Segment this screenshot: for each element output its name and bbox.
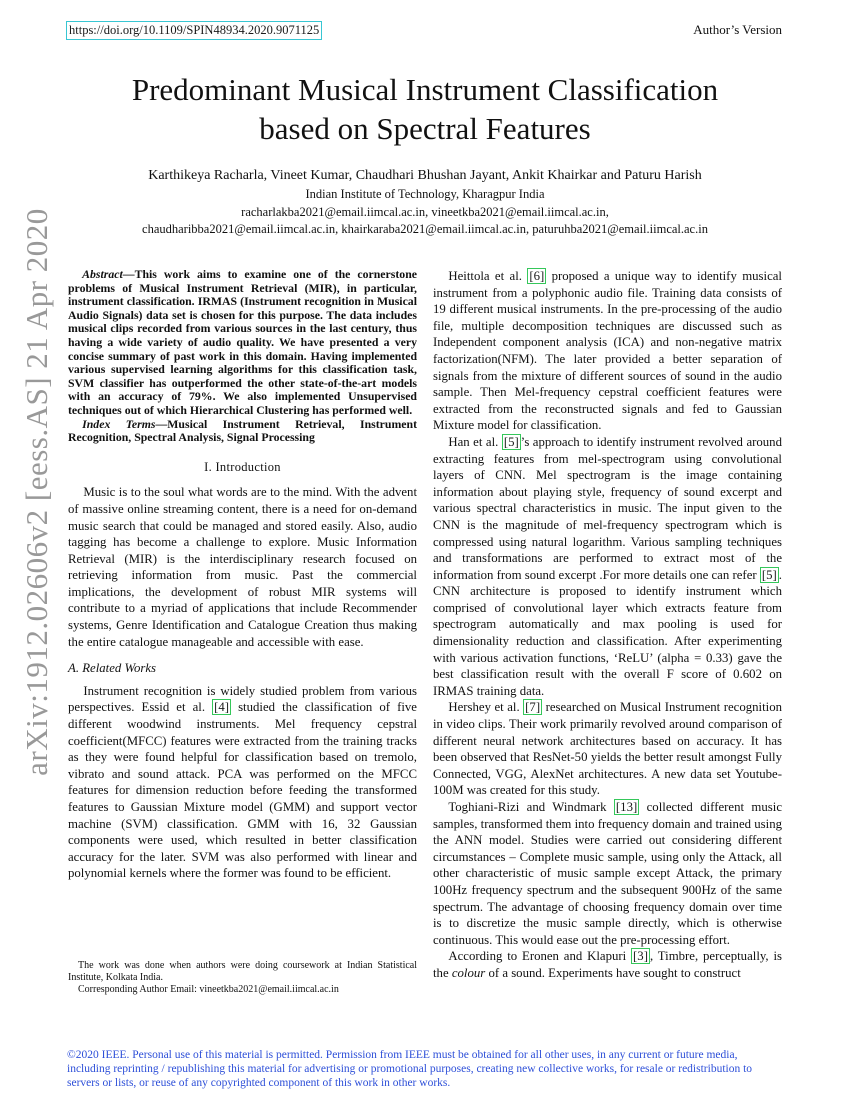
text-run: According to Eronen and Klapuri — [448, 949, 632, 964]
author-emails-line-2: chaudharibba2021@email.iimcal.ac.in, khairkaraba2021@email.iimcal.ac.in, paturuhba2021@email.iimcal.ac.in — [142, 222, 708, 236]
text-run: . CNN architecture is proposed to identify instrument which comprised of convolutional layer which extracts feature from spectrogram automatically and max pooling is used for dimensionality reduction and classification. After experimenting with various activation functions, ‘ReLU’ (alpha = 0.33) gave the best classification result with the overall F score of 0.602 on IRMAS training data. — [433, 567, 782, 698]
citation-link[interactable]: [5] — [503, 434, 519, 449]
author-emails-line-1: racharlakba2021@email.iimcal.ac.in, vineetkba2021@email.iimcal.ac.in, — [241, 205, 609, 219]
body-paragraph — [433, 434, 782, 700]
citation-link[interactable]: [7] — [525, 700, 541, 715]
text-run: Heittola et al. — [448, 269, 528, 283]
text-run: Toghiani-Rizi and Windmark — [448, 800, 614, 814]
text-run: Instrument recognition is widely studied problem from various perspectives. Essid et al. — [68, 683, 417, 715]
index-terms — [68, 418, 417, 445]
text-run: ’s approach to identify instrument revolved around extracting features from mel-spectrogram using convolutional layers of CNN. Mel spectrogram is the image containing information about playing style, frequency of sound excerpt and various spectral characteristics in music. The input given to the CNN is the magnitude of mel-frequency spectrogram which is compressed using natural logarithm. Various sampling techniques and transformations are performed to extract most of the information from sound excerpt .For more details one can refer — [433, 434, 782, 582]
right-column — [433, 268, 782, 982]
copyright-notice: ©2020 IEEE. Personal use of this material is permitted. Permission from IEEE must be obtained for all other uses, in any current or future media, including reprinting / republishing this material for advertising or promotional purposes, creating new collective works, for resale or redistribution to servers or lists, or reuse of any copyrighted component of this work in other works. — [67, 1049, 753, 1090]
body-paragraph — [433, 799, 782, 948]
body-paragraph — [433, 948, 782, 981]
citation-link[interactable]: [5] — [761, 567, 777, 582]
citation-link[interactable]: [6] — [529, 269, 545, 283]
citation-link[interactable]: [13] — [615, 800, 638, 814]
text-run: Han et al. — [448, 434, 502, 449]
version-label: Author’s Version — [693, 22, 782, 37]
footnote-2: Corresponding Author Email: vineetkba2021@email.iimcal.ac.in — [78, 984, 339, 995]
text-run-italic: colour — [451, 965, 486, 980]
body-paragraph — [433, 268, 782, 434]
index-terms-text: —Musical Instrument Retrieval, Instrument Recognition, Spectral Analysis, Signal Processing — [68, 416, 417, 445]
paper-title — [0, 70, 850, 148]
text-run: , Timbre, perceptually, is the — [433, 949, 783, 980]
footnotes — [68, 960, 417, 996]
author-list: Karthikeya Racharla, Vineet Kumar, Chaudhari Bhushan Jayant, Ankit Khairkar and Paturu Harish — [148, 168, 702, 183]
title-line-1: Predominant Musical Instrument Classification — [131, 72, 719, 107]
index-terms-label: Index Terms — [82, 416, 156, 431]
body-paragraph — [433, 699, 782, 799]
abstract-text: —This work aims to examine one of the cornerstone problems of Musical Instrument Retrieval (MIR), in particular, instrument classification. IRMAS (Instrument recognition in Musical Audio Signals) data set is chosen for this purpose. The data includes musical clips recorded from various sources in the last century, thus having a wide variety of audio quality. We have presented a very concise summary of past work in this domain. Having implemented various supervised learning algorithms for this classification task, SVM classifier has outperformed the other state-of-the-art models with an accuracy of 79%. We also implemented Unsupervised techniques out of which Hierarchical Clustering has performed well. — [68, 267, 417, 417]
text-run: studied the classification of five different woodwind instruments. Mel frequency cepstral coefficient(MFCC) features were extracted from the training tracks as they were found helpful for classification based on tremolo, vibrato and sound attack. PCA was performed on the MFCC features for dimension reduction before feeding the transformed features to Gaussian Mixture model (GMM) and support vector machine (SVM) classification. GMM with 16, 32 Gaussian components were used, which resulted in better classification accuracy for the later. SVM was also performed with linear and polynomial kernels where the former was found to be efficient. — [68, 700, 417, 881]
text-run: of a sound. Experiments have sought to construct — [485, 965, 741, 980]
left-column — [68, 268, 417, 882]
section-heading-introduction: I. Introduction — [204, 459, 281, 474]
intro-paragraph: Music is to the soul what words are to the mind. With the advent of massive online streaming content, there is a need for on-demand music search that could be managed and stored easily. Also, audio tagging has become a challenge to explore. Music Information Retrieval (MIR) is the interdisciplinary research focused on retrieving information from music. Past the commercial implications, the development of robust MIR systems will contribute to a myriad of applications that include Recommender systems, Genre Identification and Catalogue Creation thus making the entire catalogue manageable and accessible with ease. — [68, 485, 417, 649]
text-run: Hershey et al. — [448, 700, 524, 715]
citation-link[interactable]: [4] — [214, 700, 230, 715]
title-line-2: based on Spectral Features — [259, 111, 591, 146]
arxiv-identifier: arXiv:1912.02606v2 [eess.AS] 21 Apr 2020 — [19, 208, 54, 776]
abstract — [68, 268, 417, 418]
related-works-paragraph — [68, 683, 417, 882]
text-run: collected different music samples, transformed them into frequency domain and trained using the ANN model. Studies were carried out considering different circumstances – Complete music sample, using only the Attack, all other characteristic of music sample except Attack, the primary 100Hz frequency spectrum and the subsequent 900Hz of the same spectrum. The advantage of choosing frequency domain over time is to discretize the music sample directly, which is otherwise continuous. This would ease out the pre-processing effort. — [433, 800, 782, 947]
abstract-label: Abstract — [82, 267, 123, 281]
text-run: researched on Musical Instrument recognition in video clips. Their work primarily revolved around comparison of different neural network architectures based on accuracy. It has been observed that ResNet-50 yields the better result amongst Fully Connected, VGG, AlexNet architectures. A new data set Youtube-100M was created for this study. — [433, 700, 782, 798]
citation-link[interactable]: [3] — [633, 949, 648, 964]
footnote-1: The work was done when authors were doing coursework at Indian Statistical Institute, Kolkata India. — [68, 960, 417, 983]
subsection-heading-related-works: A. Related Works — [68, 661, 157, 676]
doi-link[interactable]: https://doi.org/10.1109/SPIN48934.2020.9071125 — [66, 21, 322, 40]
affiliation: Indian Institute of Technology, Kharagpur India — [305, 187, 545, 201]
text-run: proposed a unique way to identify musical instrument from a polyphonic audio file. Training data consists of 19 different musical instruments. In the pre-processing of the audio file, multiple decomposition techniques are discussed such as Independent component analysis (ICA) and non-negative matrix factorization(NFM). The later provided a better separation of signals from the mixture of different sources of sound in the audio sample. Then Mel-frequency cepstral coefficient features were extracted from the reconstructed signals and fed to Gaussian Mixture model for classification. — [433, 269, 782, 433]
